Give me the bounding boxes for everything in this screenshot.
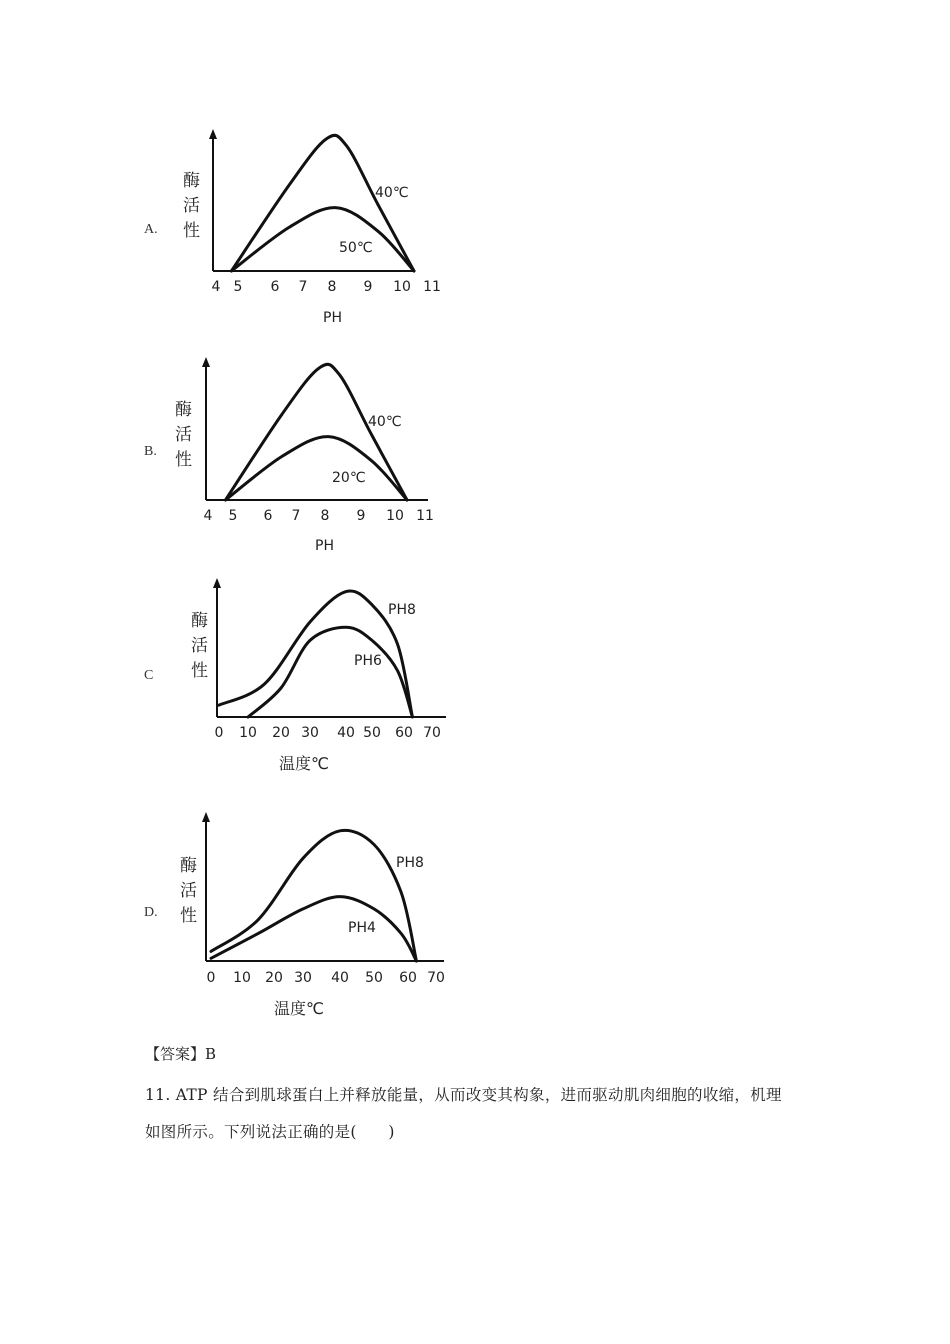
x-tick-label: 20 xyxy=(265,970,283,986)
chart-c xyxy=(183,574,458,779)
y-label-char: 酶 xyxy=(180,856,197,876)
option-b-label: B. xyxy=(144,444,157,459)
y-label-char: 性 xyxy=(191,661,208,681)
x-tick-label: 40 xyxy=(331,970,349,986)
y-axis-arrow-icon xyxy=(213,578,221,588)
x-tick-label: 11 xyxy=(423,279,441,295)
x-tick-label: 6 xyxy=(270,279,280,295)
x-tick-label: 8 xyxy=(320,508,330,524)
series-line xyxy=(211,897,416,961)
series-label: PH8 xyxy=(388,602,416,618)
series-line xyxy=(226,437,408,500)
series-label: 20℃ xyxy=(332,470,366,486)
x-tick-label: 70 xyxy=(427,970,445,986)
x-tick-label: 8 xyxy=(327,279,337,295)
x-tick-label: 4 xyxy=(211,279,221,295)
series-label: PH8 xyxy=(396,855,424,871)
x-tick-label: 60 xyxy=(395,725,413,741)
question-line-1: 11. ATP 结合到肌球蛋白上并释放能量，从而改变其构象，进而驱动肌肉细胞的收缩，机理 xyxy=(145,1086,782,1104)
x-tick-label: 9 xyxy=(356,508,366,524)
x-axis-label: PH xyxy=(315,538,334,554)
x-tick-label: 11 xyxy=(416,508,434,524)
series-label: 40℃ xyxy=(368,414,402,430)
x-tick-label: 6 xyxy=(263,508,273,524)
x-tick-label: 5 xyxy=(228,508,238,524)
x-tick-label: 70 xyxy=(423,725,441,741)
y-label-char: 性 xyxy=(183,221,200,241)
option-c-label: C xyxy=(144,668,154,683)
y-axis-arrow-icon xyxy=(209,129,217,139)
y-label-char: 活 xyxy=(180,881,197,901)
chart-b xyxy=(170,353,445,558)
x-tick-label: 5 xyxy=(233,279,243,295)
x-tick-label: 7 xyxy=(298,279,308,295)
series-line xyxy=(248,627,412,717)
x-tick-label: 50 xyxy=(365,970,383,986)
question-line-2: 如图所示。下列说法正确的是( ) xyxy=(145,1123,395,1141)
x-tick-label: 50 xyxy=(363,725,381,741)
y-label-char: 酶 xyxy=(191,611,208,631)
x-tick-label: 10 xyxy=(233,970,251,986)
x-tick-label: 10 xyxy=(386,508,404,524)
y-label-char: 酶 xyxy=(175,400,192,420)
series-line xyxy=(231,208,414,271)
y-label-char: 酶 xyxy=(183,171,200,191)
chart-a xyxy=(175,125,450,330)
x-tick-label: 7 xyxy=(291,508,301,524)
x-tick-label: 30 xyxy=(301,725,319,741)
chart-d xyxy=(172,808,452,1023)
x-axis-label: 温度℃ xyxy=(279,754,329,773)
x-tick-label: 10 xyxy=(393,279,411,295)
x-tick-label: 10 xyxy=(239,725,257,741)
x-tick-label: 20 xyxy=(272,725,290,741)
series-label: 50℃ xyxy=(339,240,373,256)
x-tick-label: 9 xyxy=(363,279,373,295)
y-label-char: 性 xyxy=(180,906,197,926)
series-label: PH4 xyxy=(348,920,376,936)
x-tick-label: 40 xyxy=(337,725,355,741)
x-tick-label: 0 xyxy=(206,970,216,986)
y-label-char: 活 xyxy=(175,425,192,445)
x-tick-label: 60 xyxy=(399,970,417,986)
series-label: 40℃ xyxy=(375,185,409,201)
answer-line: 【答案】B xyxy=(145,1045,217,1063)
x-tick-label: 4 xyxy=(203,508,213,524)
y-axis-arrow-icon xyxy=(202,812,210,822)
series-line xyxy=(219,591,412,717)
series-label: PH6 xyxy=(354,653,382,669)
option-a-label: A. xyxy=(144,222,158,237)
y-label-char: 性 xyxy=(175,450,192,470)
y-label-char: 活 xyxy=(183,196,200,216)
x-axis-label: 温度℃ xyxy=(274,999,324,1018)
option-d-label: D. xyxy=(144,905,158,920)
x-tick-label: 30 xyxy=(294,970,312,986)
x-tick-label: 0 xyxy=(214,725,224,741)
y-label-char: 活 xyxy=(191,636,208,656)
x-axis-label: PH xyxy=(323,310,342,326)
y-axis-arrow-icon xyxy=(202,357,210,367)
